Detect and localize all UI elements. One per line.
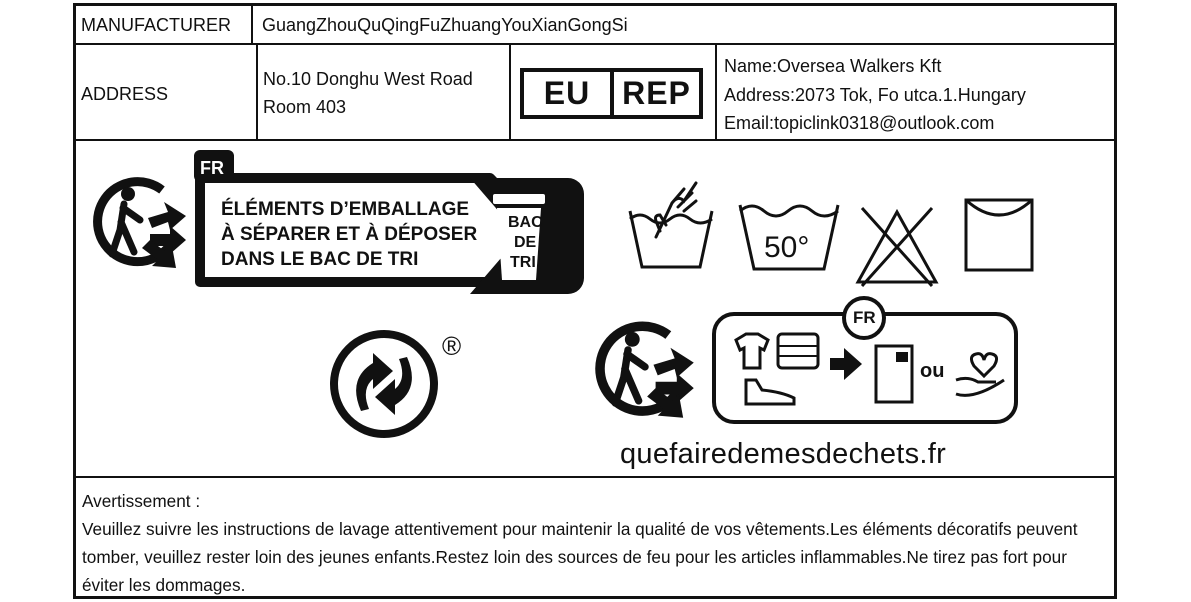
address-line-2: Room 403 xyxy=(263,97,347,117)
warning-body: Veuillez suivre les instructions de lavage attentivement pour maintenir la qualité de vos vêtements.Les éléments décoratifs peuvent tomber, veuillez rester loin des jeunes enfants.Restez loin des sources de feu pour les articles inflammables.Ne tirez pas fort pour éviter les dommages. xyxy=(82,519,1078,595)
warning-block xyxy=(82,487,1102,599)
col-divider-manufacturer xyxy=(251,6,253,43)
triman-textile-recycling-icon xyxy=(592,316,698,422)
line-dry-icon xyxy=(964,198,1034,272)
triman-packaging-line-2: À SÉPARER ET À DÉPOSER xyxy=(221,224,478,245)
product-label xyxy=(73,3,1117,599)
triman-packaging-country: FR xyxy=(200,158,224,178)
ec-rep-email: Email:topiclink0318@outlook.com xyxy=(724,113,995,133)
row-divider-3 xyxy=(76,476,1114,478)
wash-temperature: 50° xyxy=(764,231,810,264)
triman-packaging-line-3: DANS LE BAC DE TRI xyxy=(221,249,419,270)
row-divider-1 xyxy=(76,43,1114,45)
ec-rep-name: Name:Oversea Walkers Kft xyxy=(724,56,942,76)
eu-badge-text: EU xyxy=(524,72,614,115)
row-divider-2 xyxy=(76,139,1114,141)
ec-rep-address: Address:2073 Tok, Fo utca.1.Hungary xyxy=(724,84,1026,105)
bin-text-3: TRI xyxy=(510,254,536,271)
do-not-bleach-icon xyxy=(856,206,938,288)
bin-text-2: DE xyxy=(514,234,537,251)
triman-textile-or: ou xyxy=(920,360,945,382)
ec-rep-badge xyxy=(520,68,703,119)
registered-mark: ® xyxy=(442,331,462,361)
triman-textile-country: FR xyxy=(853,308,876,327)
col-divider-address-label xyxy=(256,43,258,139)
ec-rep-details xyxy=(724,52,1026,138)
manufacturer-label: MANUFACTURER xyxy=(81,15,232,35)
address-label: ADDRESS xyxy=(81,84,169,104)
hand-wash-icon xyxy=(626,181,716,273)
address-line-1: No.10 Donghu West Road xyxy=(263,69,473,89)
triman-website: quefairedemesdechets.fr xyxy=(620,438,947,470)
green-dot-icon xyxy=(329,329,439,439)
rep-badge-text: REP xyxy=(622,75,691,111)
triman-packaging-line-1: ÉLÉMENTS D’EMBALLAGE xyxy=(221,199,470,220)
triman-recycling-icon xyxy=(90,172,190,272)
manufacturer-value: GuangZhouQuQingFuZhuangYouXianGongSi xyxy=(262,15,628,35)
bin-text-1: BAC xyxy=(508,214,543,231)
warning-title: Avertissement : xyxy=(82,491,201,511)
col-divider-address-value xyxy=(509,43,511,139)
col-divider-ecrep xyxy=(715,43,717,139)
